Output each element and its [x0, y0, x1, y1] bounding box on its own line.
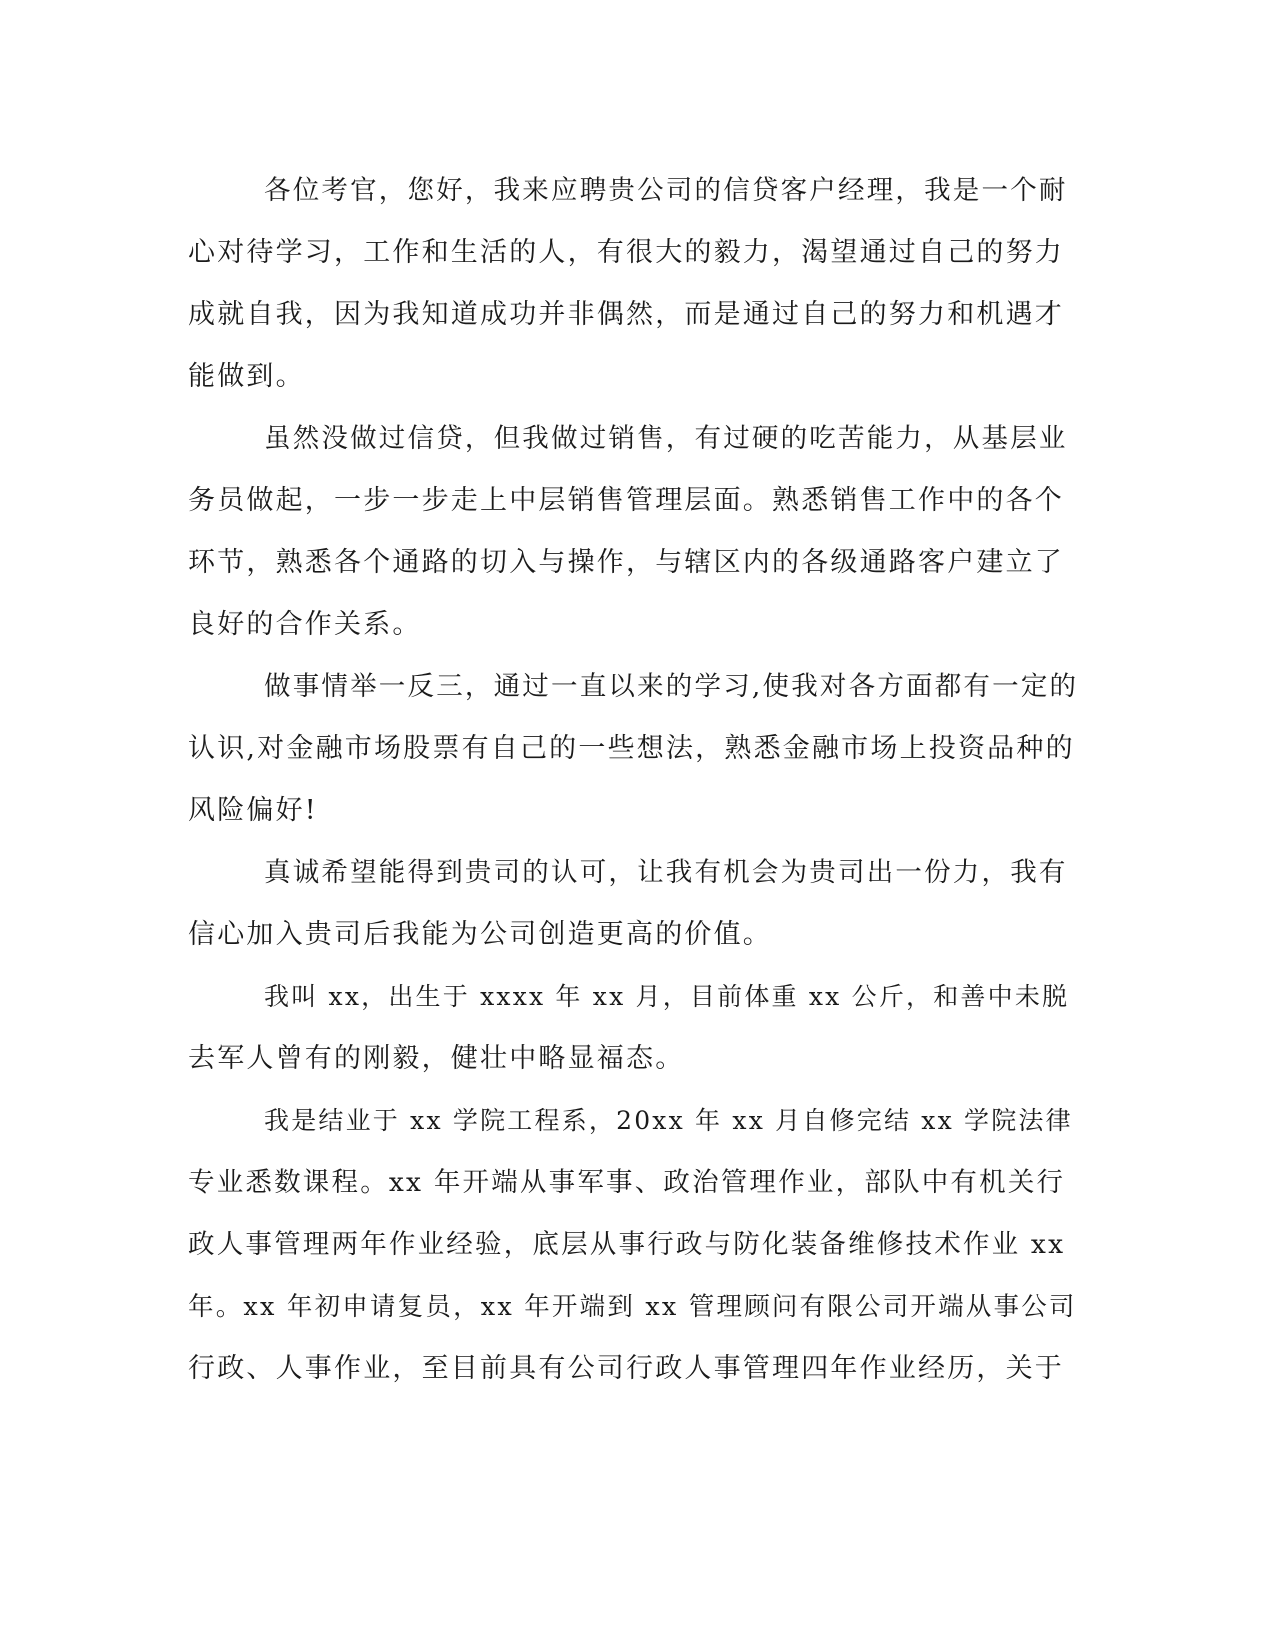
text-line: 环节，熟悉各个通路的切入与操作，与辖区内的各级通路客户建立了 — [188, 547, 1064, 578]
text-line: 各位考官，您好，我来应聘贵公司的信贷客户经理，我是一个耐 — [264, 175, 1068, 206]
text-line: 专业悉数课程。xx 年开端从事军事、政治管理作业，部队中有机关行 — [188, 1167, 1066, 1198]
text-line: 去军人曾有的刚毅，健壮中略显福态。 — [188, 1043, 685, 1074]
text-line: 虽然没做过信贷，但我做过销售，有过硬的吃苦能力，从基层业 — [264, 423, 1068, 454]
text-line: 心对待学习，工作和生活的人，有很大的毅力，渴望通过自己的努力 — [188, 237, 1064, 268]
text-line: 我是结业于 xx 学院工程系，20xx 年 xx 月自修完结 xx 学院法律 — [264, 1106, 1073, 1135]
text-line: 我叫 xx，出生于 xxxx 年 xx 月，目前体重 xx 公斤，和善中未脱 — [264, 982, 1070, 1011]
text-line: 认识,对金融市场股票有自己的一些想法，熟悉金融市场上投资品种的 — [188, 733, 1075, 764]
text-line: 年。xx 年初申请复员，xx 年开端到 xx 管理顾问有限公司开端从事公司 — [188, 1292, 1077, 1322]
text-line: 良好的合作关系。 — [188, 609, 422, 640]
text-line: 做事情举一反三，通过一直以来的学习,使我对各方面都有一定的 — [264, 671, 1079, 702]
text-line: 政人事管理两年作业经验，底层从事行政与防化装备维修技术作业 xx — [188, 1229, 1066, 1260]
text-line: 成就自我，因为我知道成功并非偶然，而是通过自己的努力和机遇才 — [188, 299, 1064, 330]
text-line: 务员做起，一步一步走上中层销售管理层面。熟悉销售工作中的各个 — [188, 485, 1064, 516]
text-line: 真诚希望能得到贵司的认可，让我有机会为贵司出一份力，我有 — [264, 857, 1068, 888]
document-body — [188, 160, 1078, 1400]
text-line: 风险偏好! — [188, 795, 318, 826]
text-line: 能做到。 — [188, 361, 305, 392]
text-line: 信心加入贵司后我能为公司创造更高的价值。 — [188, 919, 772, 950]
text-line: 行政、人事作业，至目前具有公司行政人事管理四年作业经历，关于 — [188, 1353, 1064, 1384]
